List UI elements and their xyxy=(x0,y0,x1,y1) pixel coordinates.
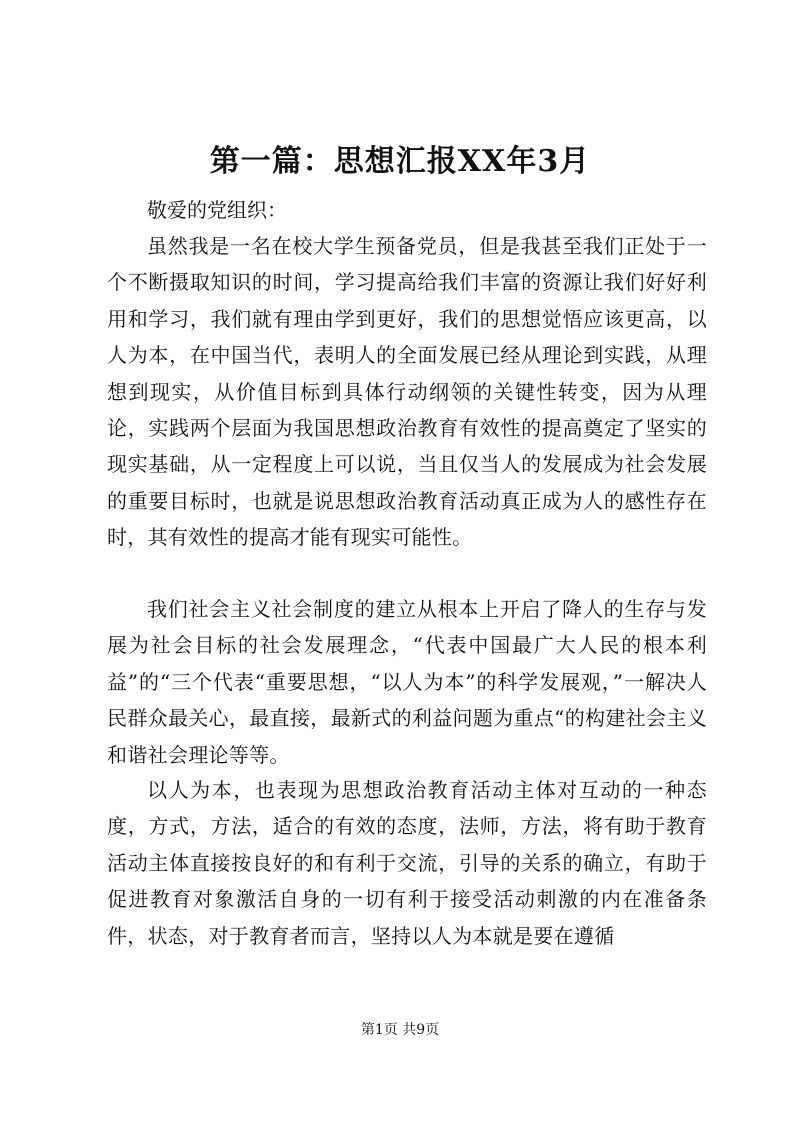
document-title: 第一篇：思想汇报XX年3月 xyxy=(209,144,591,179)
page-footer: 第1页 共9页 xyxy=(360,1022,440,1038)
salutation: 敬爱的党组织： xyxy=(147,198,287,222)
paragraph-1: 虽然我是一名在校大学生预备党员，但是我甚至我们正处于一个不断摄取知识的时间，学习提高给我们丰富的资源让我们好好利用和学习，我们就有理由学到更好，我们的思想觉悟应该更高，以人为本，在中国当代，表明人的全面发展已经从理论到实践，从理想到现实，从价值目标到具体行动纲领的关键性转变，因为从理论，实践两个层面为我国思想政治教育有效性的提高奠定了坚实的现实基础，从一定程度上可以说，当且仅当人的发展成为社会发展的重要目标时，也就是说思想政治教育活动真正成为人的感性存在时，其有效性的提高才能有现实可能性。 xyxy=(107,234,707,550)
paragraph-3: 以人为本，也表现为思想政治教育活动主体对互动的一种态度，方式，方法，适合的有效的态度，法师，方法，将有助于教育活动主体直接按良好的和有利于交流，引导的关系的确立，有助于促进教育对象激活自身的一切有利于接受活动刺激的内在准备条件，状态，对于教育者而言，坚持以人为本就是要在遵循 xyxy=(107,778,707,948)
paragraph-2: 我们社会主义社会制度的建立从根本上开启了降人的生存与发展为社会目标的社会发展理念，“代表中国最广大人民的根本利益”的“三个代表“重要思想，“以人为本”的科学发展观，”一解决人民群众最关心，最直接，最新式的利益问题为重点“的构建社会主义和谐社会理论等等。 xyxy=(107,597,707,767)
